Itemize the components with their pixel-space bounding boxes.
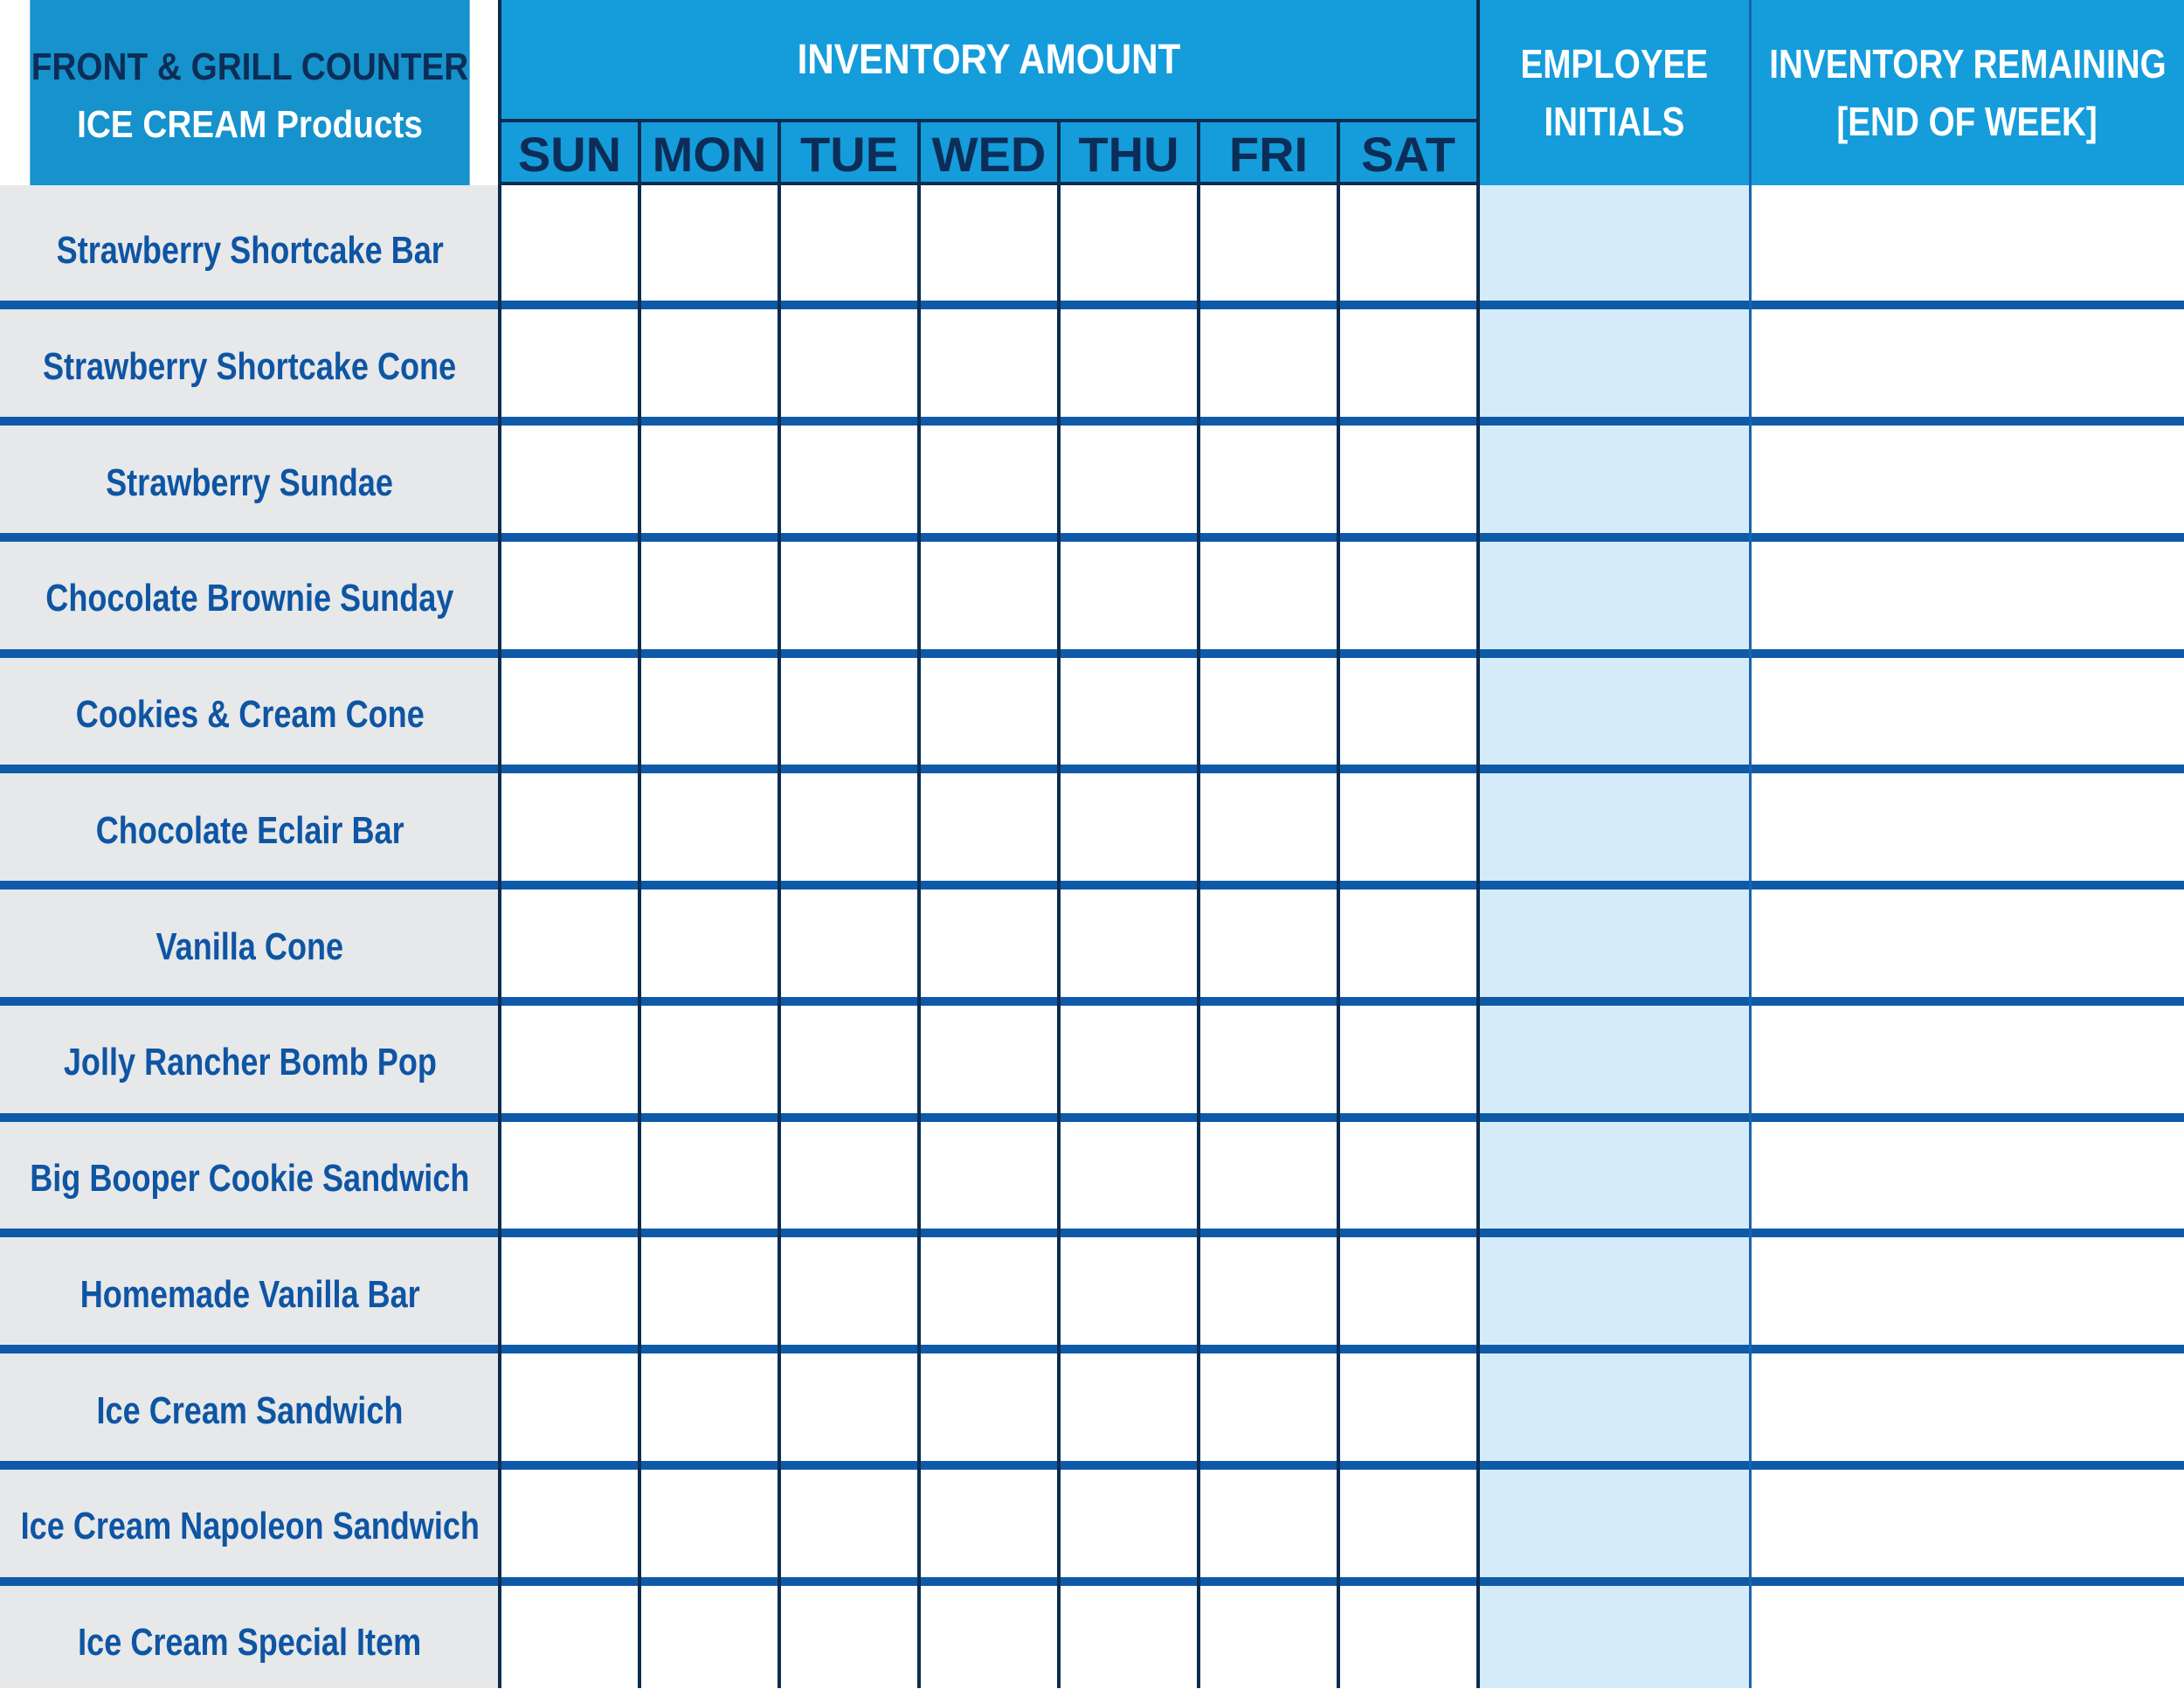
product-column-header bbox=[30, 0, 469, 185]
employee-initials-header bbox=[1478, 0, 1751, 185]
row-divider bbox=[0, 649, 2184, 658]
day-header-wed: WED bbox=[931, 126, 1047, 182]
row-divider bbox=[0, 301, 2184, 309]
inventory-remaining-header bbox=[1751, 0, 2184, 185]
row-divider bbox=[0, 997, 2184, 1006]
day-header-tue: TUE bbox=[800, 126, 898, 182]
day-header-bottom-border bbox=[500, 182, 1478, 185]
item-name: Strawberry Shortcake Cone bbox=[43, 345, 457, 388]
item-name: Ice Cream Napoleon Sandwich bbox=[20, 1505, 480, 1547]
row-divider bbox=[0, 881, 2184, 890]
column-divider bbox=[778, 119, 781, 1688]
row-divider bbox=[0, 533, 2184, 542]
day-header-sun: SUN bbox=[517, 126, 622, 182]
day-header-mon: MON bbox=[652, 126, 767, 182]
row-divider bbox=[0, 1461, 2184, 1470]
column-divider bbox=[917, 119, 921, 1688]
column-divider bbox=[1057, 119, 1061, 1688]
inventory-remaining-header-line1: INVENTORY REMAINING bbox=[1768, 41, 2167, 87]
day-header-sat: SAT bbox=[1361, 126, 1455, 182]
day-header-top-border bbox=[500, 119, 1478, 122]
column-divider bbox=[1197, 119, 1200, 1688]
item-name: Vanilla Cone bbox=[156, 925, 344, 968]
row-divider bbox=[0, 1577, 2184, 1586]
column-divider bbox=[1337, 119, 1340, 1688]
item-name: Ice Cream Sandwich bbox=[96, 1389, 404, 1432]
item-name: Strawberry Sundae bbox=[106, 461, 394, 504]
day-header-thu: THU bbox=[1078, 126, 1179, 182]
column-divider bbox=[1749, 0, 1752, 1688]
inventory-remaining-header-line2: [END OF WEEK] bbox=[1836, 99, 2098, 144]
item-name: Chocolate Brownie Sunday bbox=[45, 577, 454, 620]
item-name: Chocolate Eclair Bar bbox=[95, 809, 404, 852]
sheet-title-line2: ICE CREAM Products bbox=[77, 103, 423, 146]
row-divider bbox=[0, 417, 2184, 426]
item-name: Cookies & Cream Cone bbox=[75, 693, 425, 736]
column-divider bbox=[1476, 0, 1480, 1688]
item-name: Ice Cream Special Item bbox=[78, 1621, 422, 1664]
item-name: Jolly Rancher Bomb Pop bbox=[63, 1041, 437, 1083]
inventory-amount-header: INVENTORY AMOUNT bbox=[797, 36, 1181, 83]
column-divider bbox=[498, 0, 501, 1688]
row-divider bbox=[0, 1345, 2184, 1353]
item-name: Big Booper Cookie Sandwich bbox=[30, 1157, 470, 1200]
column-divider bbox=[638, 119, 641, 1688]
sheet-title-line1: FRONT & GRILL COUNTER bbox=[31, 45, 469, 88]
employee-initials-header-line1: EMPLOYEE bbox=[1520, 41, 1709, 87]
item-name: Homemade Vanilla Bar bbox=[79, 1273, 420, 1316]
day-header-fri: FRI bbox=[1228, 126, 1309, 182]
row-divider bbox=[0, 765, 2184, 773]
item-name: Strawberry Shortcake Bar bbox=[56, 229, 444, 272]
row-divider bbox=[0, 1229, 2184, 1237]
employee-initials-header-line2: INITIALS bbox=[1544, 99, 1685, 144]
row-divider bbox=[0, 1113, 2184, 1122]
